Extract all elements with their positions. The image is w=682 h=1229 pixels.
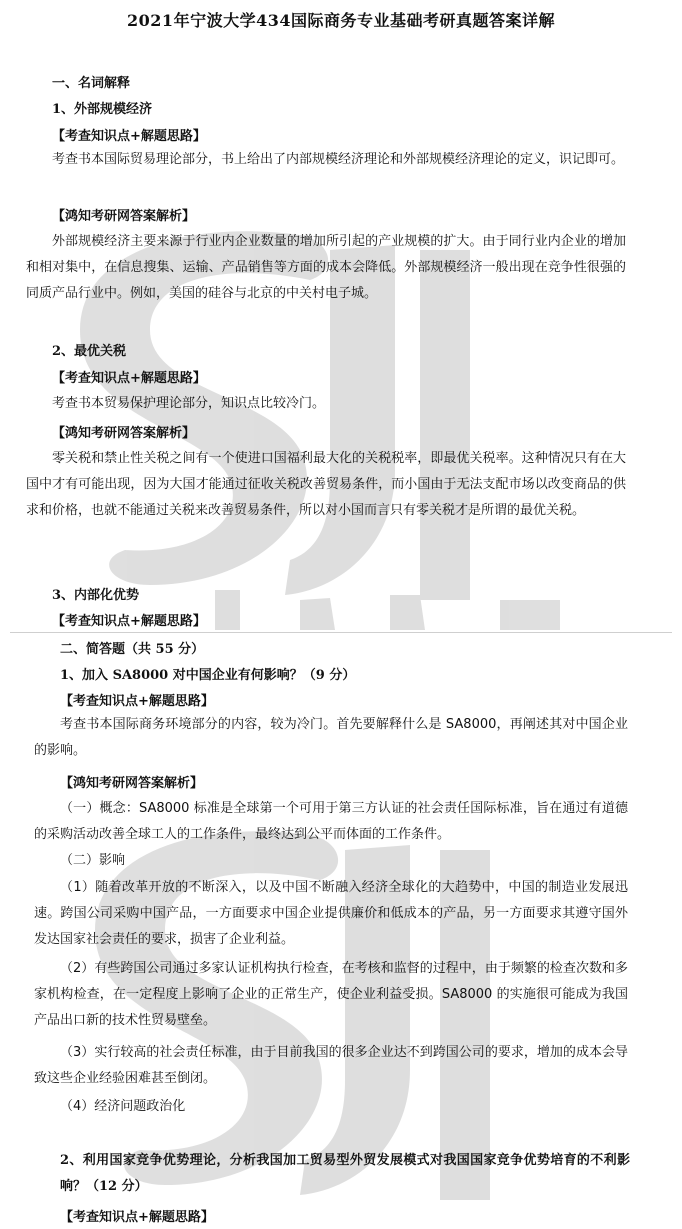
section-heading: 一、名词解释 [52,76,131,91]
page-divider [10,632,672,633]
paragraph: 外部规模经济主要来源于行业内企业数量的增加所引起的产业规模的扩大。由于同行业内企业的增加和相对集中，在信息搜集、运输、产品销售等方面的成本会降低。外部规模经济一般出现在竞争性很强的同质产品行业中。例如，美国的硅谷与北京的中关村电子城。 [26,234,626,301]
paragraph: （4）经济问题政治化 [60,1099,186,1114]
question-title: 1、外部规模经济 [52,102,153,117]
paragraph: （1）随着改革开放的不断深入，以及中国不断融入经济全球化的大趋势中，中国的制造业发展迅速。跨国公司采购中国产品，一方面要求中国企业提供廉价和低成本的产品，另一方面要求其遵守国外发达国家社会责任的要求，损害了企业利益。 [34,880,628,947]
section-heading: 二、简答题（共 55 分） [60,642,205,657]
knowledge-tag: 【考查知识点+解题思路】 [60,694,214,709]
knowledge-tag: 【考查知识点+解题思路】 [60,1210,214,1225]
question-title: 3、内部化优势 [52,588,140,603]
knowledge-tag: 【考查知识点+解题思路】 [52,371,206,386]
paragraph: （3）实行较高的社会责任标准，由于目前我国的很多企业达不到跨国公司的要求，增加的成本会导致这些企业经验困难甚至倒闭。 [34,1045,628,1086]
knowledge-tag: 【考查知识点+解题思路】 [52,129,206,144]
paragraph: （二）影响 [60,853,126,868]
question-title: 2、最优关税 [52,344,127,359]
knowledge-tag: 【考查知识点+解题思路】 [52,614,206,629]
paragraph: （2）有些跨国公司通过多家认证机构执行检查，在考核和监督的过程中，由于频繁的检查次数和多家机构检查，在一定程度上影响了企业的正常生产，使企业利益受损。SA8000 的实施很可能成为我国产品出口新的技术性贸易壁垒。 [34,961,628,1028]
paragraph: 考查书本国际商务环境部分的内容，较为冷门。首先要解释什么是 SA8000，再阐述其对中国企业的影响。 [34,717,628,758]
answer-tag: 【鸿知考研网答案解析】 [52,426,196,441]
page-title: 2021年宁波大学434国际商务专业基础考研真题答案详解 [127,11,555,30]
paragraph: （一）概念：SA8000 标准是全球第一个可用于第三方认证的社会责任国际标准，旨在通过有道德的采购活动改善全球工人的工作条件，最终达到公平而体面的工作条件。 [34,801,628,842]
answer-tag: 【鸿知考研网答案解析】 [52,209,196,224]
paragraph: 考查书本国际贸易理论部分，书上给出了内部规模经济理论和外部规模经济理论的定义，识记即可。 [52,152,625,167]
question-title: 2、利用国家竞争优势理论，分析我国加工贸易型外贸发展模式对我国国家竞争优势培育的不利影响？（12 分） [60,1153,630,1194]
paragraph: 零关税和禁止性关税之间有一个使进口国福利最大化的关税税率，即最优关税率。这种情况只有在大国中才有可能出现，因为大国才能通过征收关税改善贸易条件，而小国由于无法支配市场以改变商品的供求和价格，也就不能通过关税来改善贸易条件，所以对小国而言只有零关税才是所谓的最优关税。 [26,451,626,518]
paragraph: 考查书本贸易保护理论部分，知识点比较冷门。 [52,396,326,411]
answer-tag: 【鸿知考研网答案解析】 [60,776,204,791]
question-title: 1、加入 SA8000 对中国企业有何影响？（9 分） [60,668,356,683]
